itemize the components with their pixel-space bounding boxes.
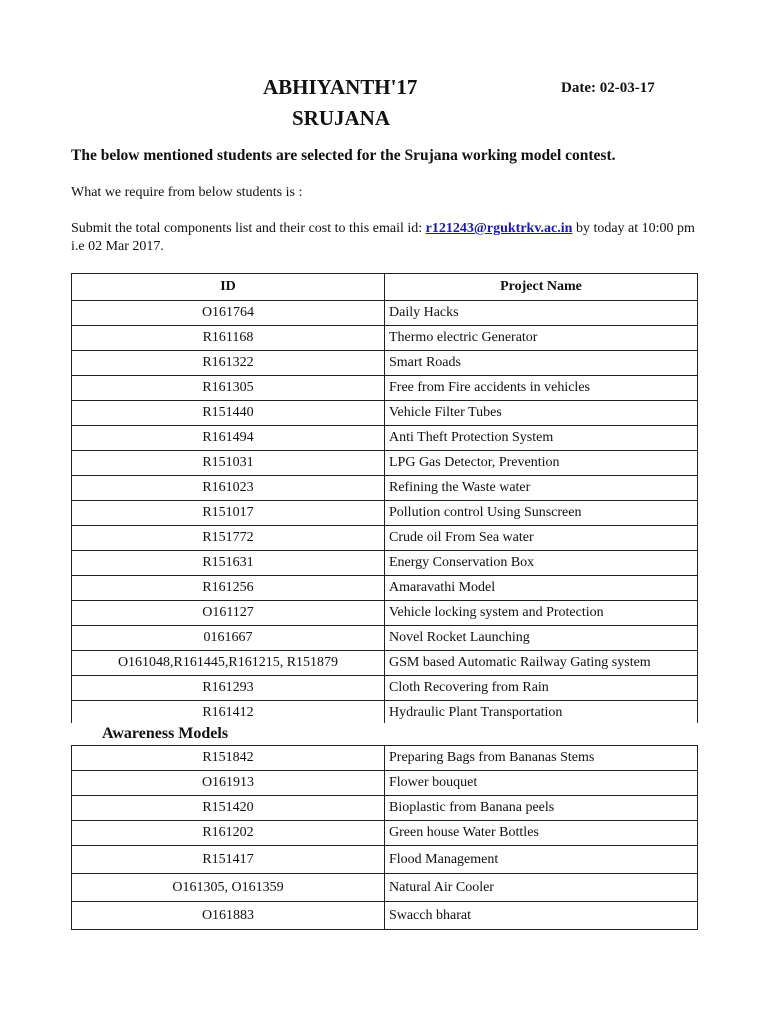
awareness-models-table xyxy=(71,745,698,930)
table-row xyxy=(72,476,698,501)
student-id-cell: R161305 xyxy=(72,376,385,401)
student-id-cell: R161293 xyxy=(72,676,385,701)
table-row xyxy=(72,676,698,701)
table-row xyxy=(72,451,698,476)
email-link[interactable]: r121243@rguktrkv.ac.in xyxy=(425,221,573,236)
project-name-cell: Smart Roads xyxy=(385,351,698,376)
table-row xyxy=(72,526,698,551)
project-name-cell: GSM based Automatic Railway Gating system xyxy=(385,651,698,676)
table-row xyxy=(72,874,698,902)
table-row xyxy=(72,626,698,651)
student-id-cell: R151420 xyxy=(72,796,385,821)
project-name-cell: Free from Fire accidents in vehicles xyxy=(385,376,698,401)
project-name-cell: Novel Rocket Launching xyxy=(385,626,698,651)
student-id-cell: O161127 xyxy=(72,601,385,626)
student-id-cell: O161305, O161359 xyxy=(72,874,385,902)
submit-prefix: Submit the total components list and their cost to this email id: xyxy=(71,221,426,236)
table-row xyxy=(72,821,698,846)
table-row xyxy=(72,771,698,796)
table-row xyxy=(72,796,698,821)
student-id-cell: R151842 xyxy=(72,746,385,771)
student-id-cell: O161883 xyxy=(72,902,385,930)
project-name-cell: Preparing Bags from Bananas Stems xyxy=(385,746,698,771)
project-name-cell: Energy Conservation Box xyxy=(385,551,698,576)
project-name-cell: Swacch bharat xyxy=(385,902,698,930)
project-name-cell: Refining the Waste water xyxy=(385,476,698,501)
table-row xyxy=(72,846,698,874)
awareness-heading: Awareness Models xyxy=(102,725,229,742)
table-row xyxy=(72,551,698,576)
id-column-header: ID xyxy=(72,274,385,301)
requirement-text: What we require from below students is : xyxy=(71,185,303,200)
table-row xyxy=(72,651,698,676)
project-name-cell: LPG Gas Detector, Prevention xyxy=(385,451,698,476)
submit-suffix: by today at 10:00 pm i.e 02 Mar 2017. xyxy=(71,221,695,254)
project-name-cell: Natural Air Cooler xyxy=(385,874,698,902)
student-id-cell: 0161667 xyxy=(72,626,385,651)
lead-text: The below mentioned students are selected for the Srujana working model contest. xyxy=(71,147,616,164)
project-name-cell: Daily Hacks xyxy=(385,301,698,326)
table-row xyxy=(72,351,698,376)
table-row xyxy=(72,326,698,351)
student-id-cell: R161412 xyxy=(72,701,385,726)
student-id-cell: R151417 xyxy=(72,846,385,874)
page-subtitle: SRUJANA xyxy=(292,106,391,130)
project-column-header: Project Name xyxy=(385,274,698,301)
student-id-cell: R161168 xyxy=(72,326,385,351)
table-row xyxy=(72,501,698,526)
student-id-cell: R161256 xyxy=(72,576,385,601)
table-row xyxy=(72,401,698,426)
student-id-cell: R161494 xyxy=(72,426,385,451)
selected-projects-table xyxy=(71,273,698,726)
table-row xyxy=(72,601,698,626)
student-id-cell: O161913 xyxy=(72,771,385,796)
project-name-cell: Hydraulic Plant Transportation xyxy=(385,701,698,726)
project-name-cell: Pollution control Using Sunscreen xyxy=(385,501,698,526)
student-id-cell: R161023 xyxy=(72,476,385,501)
table-row xyxy=(72,701,698,726)
table-row xyxy=(72,376,698,401)
table-row xyxy=(72,576,698,601)
student-id-cell: R151631 xyxy=(72,551,385,576)
project-name-cell: Bioplastic from Banana peels xyxy=(385,796,698,821)
student-id-cell: R161322 xyxy=(72,351,385,376)
project-name-cell: Flood Management xyxy=(385,846,698,874)
table-row xyxy=(72,746,698,771)
project-name-cell: Thermo electric Generator xyxy=(385,326,698,351)
project-name-cell: Vehicle locking system and Protection xyxy=(385,601,698,626)
table-row xyxy=(72,902,698,930)
student-id-cell: R151017 xyxy=(72,501,385,526)
project-name-cell: Amaravathi Model xyxy=(385,576,698,601)
submit-instructions xyxy=(71,220,711,256)
table-row xyxy=(72,426,698,451)
project-name-cell: Cloth Recovering from Rain xyxy=(385,676,698,701)
student-id-cell: R161202 xyxy=(72,821,385,846)
date-label: Date: 02-03-17 xyxy=(561,80,655,96)
student-id-cell: O161048,R161445,R161215, R151879 xyxy=(72,651,385,676)
student-id-cell: R151440 xyxy=(72,401,385,426)
page-title: ABHIYANTH'17 xyxy=(263,75,418,99)
student-id-cell: R151772 xyxy=(72,526,385,551)
project-name-cell: Vehicle Filter Tubes xyxy=(385,401,698,426)
project-name-cell: Flower bouquet xyxy=(385,771,698,796)
student-id-cell: R151031 xyxy=(72,451,385,476)
project-name-cell: Crude oil From Sea water xyxy=(385,526,698,551)
table-row xyxy=(72,301,698,326)
project-name-cell: Anti Theft Protection System xyxy=(385,426,698,451)
project-name-cell: Green house Water Bottles xyxy=(385,821,698,846)
table-header-row xyxy=(72,274,698,301)
student-id-cell: O161764 xyxy=(72,301,385,326)
